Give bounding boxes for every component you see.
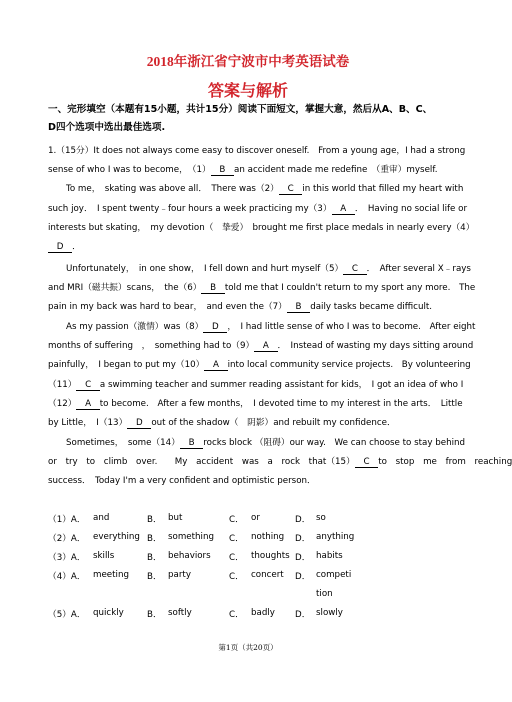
passage-line [48,163,450,176]
option-row [48,513,448,532]
passage-line [66,182,464,195]
options-table [48,513,448,627]
option-d-label: D． [295,572,311,582]
option-a: meeting [93,570,129,580]
answer-blank: D [48,242,73,252]
question-number: （2）A． [48,534,86,544]
question-number: （1）A． [48,515,86,525]
answer-blank: B [210,165,235,175]
passage-text: 1.（15分）It does not always come easy to discover oneself. From a young age，I had a strong [48,146,466,156]
option-b: behaviors [168,551,211,561]
question-number: （5）A． [48,610,86,620]
option-b: something [168,532,214,542]
question-number: （3）A． [48,553,86,563]
option-c: concert [251,570,284,580]
passage-line [48,378,464,391]
option-d-label: D． [295,515,311,525]
option-c-label: C． [229,553,244,563]
option-b: party [168,570,191,580]
option-b-label: B． [147,610,162,620]
answer-blank: C [278,184,303,194]
passage-text: and MRI（磁共振）scans， the（6） [48,283,202,293]
passage-line [48,455,512,468]
passage-text: To me， skating was above all． There was（2） [66,184,279,194]
passage-text: in this world that filled my heart with [302,184,464,194]
passage-text: to become. After a few months， I devoted time to my interest in the arts． Little [99,399,463,409]
option-row [48,532,448,551]
option-d: habits [316,551,343,561]
answer-blank: A [331,204,355,214]
passage-text: （11） [48,380,77,390]
option-d: anything [316,532,355,542]
answer-blank: A [76,399,100,409]
page-subtitle: 答案与解析 [207,83,288,100]
passage-text: into local community service projects. By volunteering [227,360,471,370]
passage-text: Sometimes， some（14） [66,438,180,448]
passage-text: such joy． I spent twenty﹣four hours a week practicing my（3） [48,204,332,214]
passage-text: As my passion（激情）was（8） [66,322,204,332]
passage-line [48,397,463,410]
answer-blank: D [203,322,228,332]
answer-blank: C [354,457,379,467]
passage-line [48,474,450,486]
option-d: slowly [316,608,343,618]
section-heading [48,101,448,137]
option-d: so [316,513,326,523]
option-a: quickly [93,608,124,618]
passage-line [66,320,476,333]
passage-line [48,358,471,371]
passage-text: success． Today I'm a very confident and optimistic person． [48,476,316,486]
option-b-label: B． [147,572,162,582]
passage-line [48,416,450,429]
answer-blank: A [254,341,278,351]
page-footer: 第1页（共20页） [218,643,278,652]
option-c: or [251,513,260,523]
passage-text: or try to climb over. My accident was a rock that（15） [48,457,355,467]
option-c: nothing [251,532,285,542]
question-number: （4）A． [48,572,86,582]
passage-text: ． [72,242,81,252]
passage-line [48,221,475,233]
passage-text: to stop me from reaching [378,457,512,467]
passage-text: pain in my back was hard to bear， and even the（7） [48,302,287,312]
passage-text: an accident made me redefine （重审）myself. [234,165,438,175]
option-a: everything [93,532,140,542]
option-c-label: C． [229,610,244,620]
passage-text: sense of who I was to become， （1） [48,165,211,175]
passage-line [48,339,474,352]
passage-text: （12） [48,399,77,409]
option-d-label: D． [295,610,311,620]
option-a: and [93,513,110,523]
passage-text: interests but skating， my devotion（ 挚爱） brought me first place medals in nearly every（4） [48,223,475,233]
answer-blank: B [179,438,204,448]
answer-blank: D [127,418,152,428]
option-c-label: C． [229,572,244,582]
answer-blank: A [204,360,228,370]
passage-line [66,436,466,449]
option-row [48,551,448,570]
passage-line [66,262,471,275]
passage-line [48,281,476,294]
option-row [48,570,448,608]
option-c-label: C． [229,515,244,525]
passage-text: daily tasks became difficult. [310,302,433,312]
passage-line [48,144,466,156]
passage-text: out of the shadow（ 阴影）and rebuilt my confidence． [151,418,396,428]
option-d-label: D． [295,534,311,544]
passage-text: ． Having no social life or [354,204,468,214]
passage-line [48,300,450,313]
passage-text: rocks block （阻碍）our way. We can choose to stay behind [203,438,466,448]
passage-text: ． After several X﹣rays [366,264,471,274]
page-title: 2018年浙江省宁波市中考英语试卷 [146,54,350,69]
option-row [48,608,448,627]
option-b-label: B． [147,534,162,544]
option-b: softly [168,608,192,618]
answer-blank: B [286,302,311,312]
section-heading-line: 一、完形填空（本题有15小题，共计15分）阅读下面短文，掌握大意，然后从A、B、C、 [48,104,433,115]
passage-text: told me that I couldn't return to my sport any more. The [224,283,476,293]
option-d-continued: tion [316,589,333,599]
answer-blank: C [343,264,367,274]
passage-line [48,202,468,215]
section-heading-line: D四个选项中选出最佳选项. [48,122,166,133]
option-d-label: D． [295,553,311,563]
option-c: badly [251,608,275,618]
answer-blank: C [76,380,100,390]
option-c-label: C． [229,534,244,544]
option-b-label: B． [147,553,162,563]
passage-text: months of suffering ， something had to（9） [48,341,255,351]
passage-text: Unfortunately， in one show， I fell down and hurt myself（5） [66,264,344,274]
option-b-label: B． [147,515,162,525]
passage-text: ． Instead of wasting my days sitting around [277,341,474,351]
passage-text: a swimming teacher and summer reading assistant for kids， I got an idea of who I [99,380,464,390]
passage-text: by Little， I（13） [48,418,128,428]
option-c: thoughts [251,551,290,561]
passage-text: ， I had little sense of who I was to become. After eight [227,322,476,332]
answer-blank: B [201,283,225,293]
option-d: competi [316,570,352,580]
passage-text: painfully， I began to put my（10） [48,360,205,370]
option-b: but [168,513,183,523]
option-a: skills [93,551,115,561]
passage-line [48,240,450,253]
